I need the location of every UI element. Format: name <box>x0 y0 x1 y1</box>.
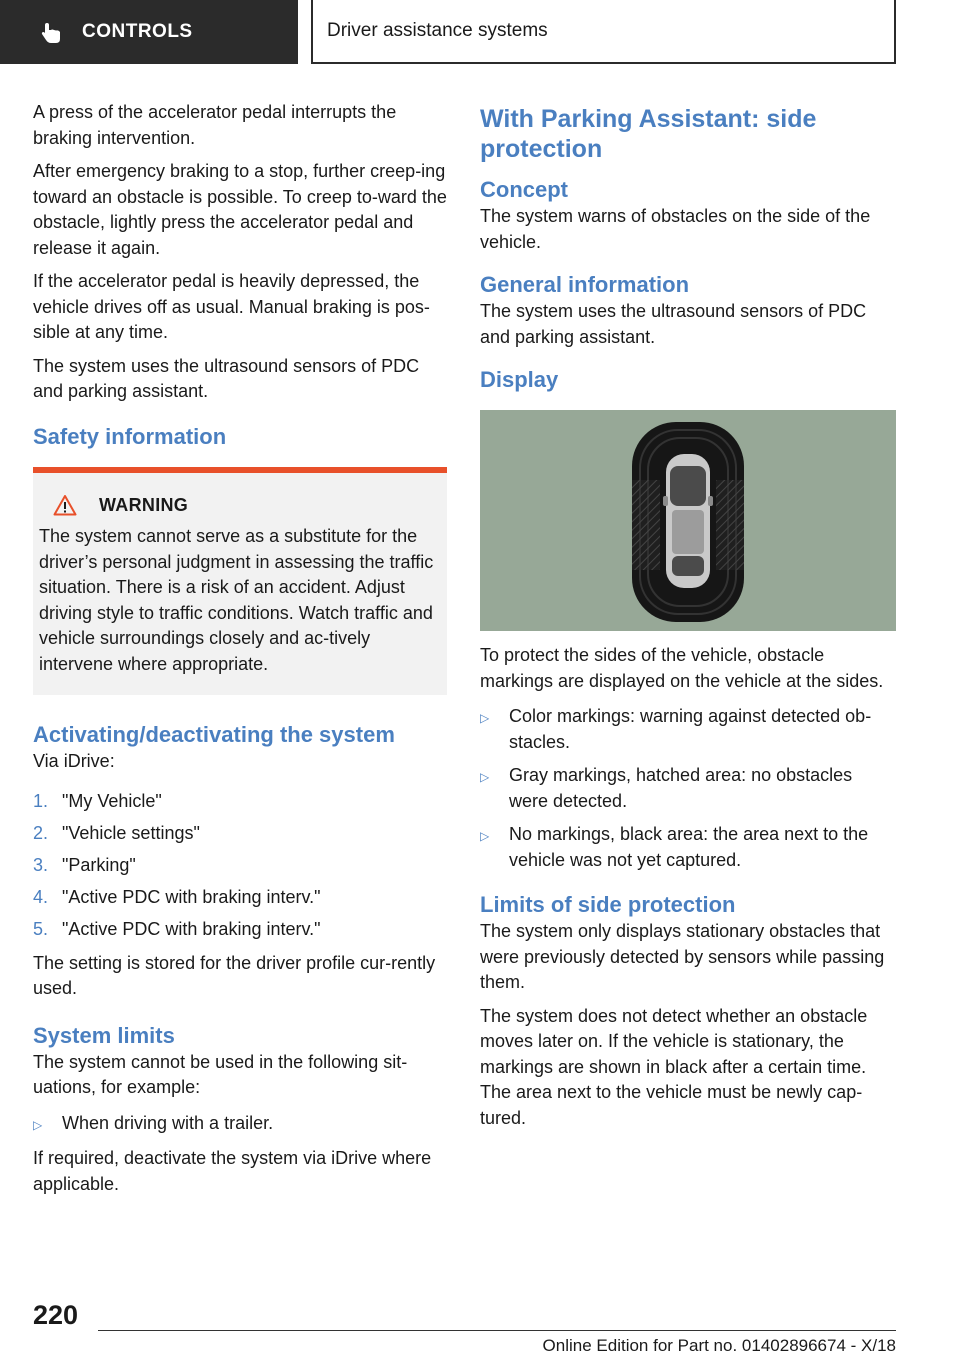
left-column <box>33 100 447 1205</box>
safety-heading: Safety information <box>33 423 227 449</box>
bullet-triangle-icon: ▷ <box>480 770 490 784</box>
list-item <box>33 849 447 881</box>
paragraph: To protect the sides of the vehicle, obstacle markings are displayed on the vehicle at the sides. <box>480 645 884 691</box>
header-chapter-box <box>311 0 896 64</box>
bullet-triangle-icon: ▷ <box>480 711 490 725</box>
header-section-title: CONTROLS <box>82 21 193 42</box>
section-heading: With Parking Assistant: side protection <box>480 105 817 163</box>
via-idrive-text: Via iDrive: <box>33 751 115 771</box>
list-item <box>480 704 896 755</box>
bullet-text: Gray markings, hatched area: no obstacles were detected. <box>509 765 853 811</box>
list-item <box>33 881 447 913</box>
side-protection-display-image <box>480 410 896 631</box>
warning-header <box>39 493 441 519</box>
step-number: 3. <box>33 854 49 875</box>
paragraph: If required, deactivate the system via iDrive where applicable. <box>33 1148 432 1194</box>
paragraph: The system uses the ultrasound sensors of PDC and parking assistant. <box>33 355 420 401</box>
concept-heading: Concept <box>480 177 568 202</box>
paragraph: The system warns of obstacles on the side of the vehicle. <box>480 206 871 252</box>
page-number: 220 <box>33 1300 79 1330</box>
footer-edition: Online Edition for Part no. 01402896674 - X/18 <box>542 1336 896 1355</box>
header-chapter-title: Driver assistance systems <box>327 20 548 41</box>
step-text: "Parking" <box>62 854 136 875</box>
general-info-heading: General information <box>480 272 690 297</box>
bullet-text: When driving with a trailer. <box>62 1112 274 1133</box>
paragraph: If the accelerator pedal is heavily depressed, the vehicle drives off as usual. Manual braking is pos-sible at any time. <box>33 271 430 342</box>
step-text: "Active PDC with braking interv." <box>62 886 321 907</box>
paragraph: The system uses the ultrasound sensors of PDC and parking assistant. <box>480 301 867 347</box>
paragraph: A press of the accelerator pedal interrupts the braking intervention. <box>33 102 397 148</box>
list-item <box>33 785 447 817</box>
warning-box <box>33 467 447 696</box>
limits-heading: System limits <box>33 1022 175 1048</box>
list-item <box>33 1111 447 1139</box>
paragraph: After emergency braking to a stop, further creep-ing toward an obstacle is possible. To creep to-ward the obstacle, lightly press the accelerator pedal and release it again. <box>33 161 447 258</box>
paragraph: The system does not detect whether an obstacle moves later on. If the vehicle is stationary, the markings are shown in black after a certain time. The area next to the vehicle must be newly cap-tured. <box>480 1005 868 1128</box>
bullet-text: No markings, black area: the area next to the vehicle was not yet captured. <box>509 824 869 870</box>
warning-triangle-icon <box>53 494 77 516</box>
warning-text: The system cannot serve as a substitute for the driver’s personal judgment in assessing the traffic situation. There is a risk of an accident. Adjust driving style to traffic conditions. Watch traffic and vehicle surroundings closely and ac-tively intervene where appropriate. <box>39 526 434 674</box>
hand-pointer-icon <box>40 19 66 45</box>
step-number: 5. <box>33 918 49 939</box>
step-text: "My Vehicle" <box>62 790 162 811</box>
right-column <box>480 100 896 1139</box>
bullet-triangle-icon: ▷ <box>480 829 490 843</box>
steps-list <box>33 785 447 945</box>
list-item <box>480 822 896 873</box>
activating-heading: Activating/deactivating the system <box>33 722 395 747</box>
display-markings-list <box>480 704 896 873</box>
list-item <box>33 817 447 849</box>
step-number: 2. <box>33 822 49 843</box>
step-number: 1. <box>33 790 49 811</box>
warning-title: WARNING <box>99 494 189 515</box>
paragraph: The system only displays stationary obstacles that were previously detected by sensors while passing them. <box>480 921 885 992</box>
paragraph: The system cannot be used in the following sit-uations, for example: <box>33 1051 408 1097</box>
side-limits-heading: Limits of side protection <box>480 892 736 917</box>
step-text: "Active PDC with braking interv." <box>62 918 321 939</box>
footer-divider <box>98 1330 896 1331</box>
list-item <box>33 913 447 945</box>
step-number: 4. <box>33 886 49 907</box>
bullet-triangle-icon: ▷ <box>33 1117 43 1132</box>
step-text: "Vehicle settings" <box>62 822 200 843</box>
limits-list <box>33 1111 447 1139</box>
car-top-view-illustration <box>480 410 896 631</box>
list-item <box>480 763 896 814</box>
paragraph: The setting is stored for the driver profile cur-rently used. <box>33 952 436 998</box>
display-heading: Display <box>480 367 559 392</box>
bullet-text: Color markings: warning against detected ob-stacles. <box>509 706 872 752</box>
header-section-tab <box>0 0 298 64</box>
